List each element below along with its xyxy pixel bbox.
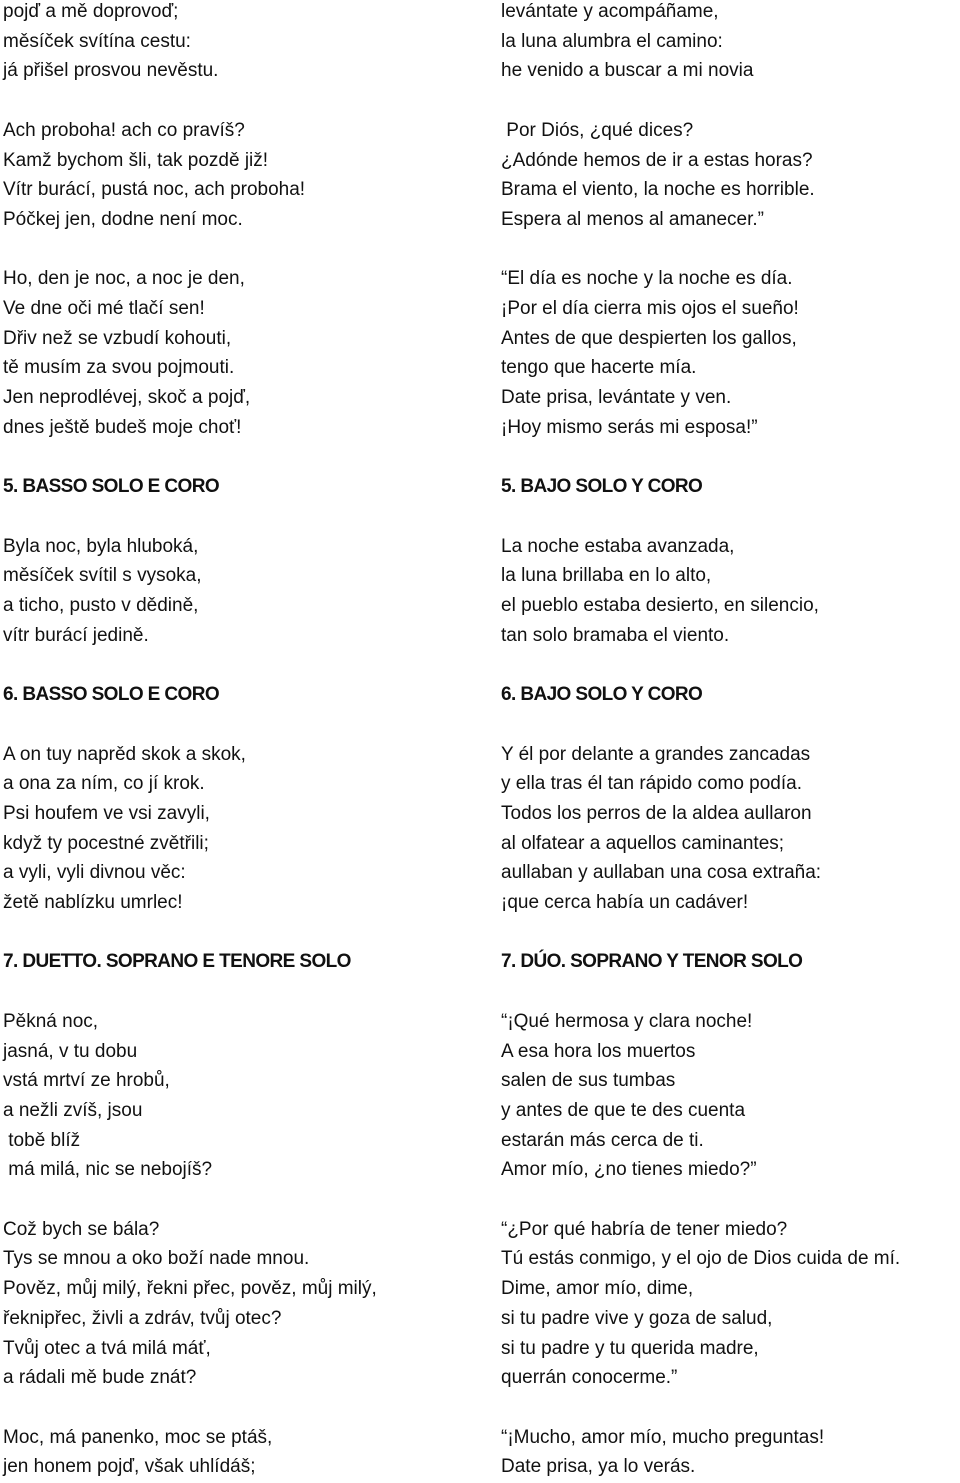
czech-line: Vítr burácí, pustá noc, ach proboha!: [3, 179, 306, 201]
spanish-line: “El día es noche y la noche es día.: [501, 268, 793, 290]
spanish-line: aullaban y aullaban una cosa extraña:: [501, 862, 822, 884]
spanish-line: tan solo bramaba el viento.: [501, 624, 730, 646]
czech-line: a nežli zvíš, jsou: [3, 1099, 143, 1121]
czech-line: A on tuy naprěd skok a skok,: [3, 743, 246, 765]
czech-line: Což bych se bála?: [3, 1218, 160, 1240]
spanish-line: Tú estás conmigo, y el ojo de Dios cuida de mí.: [501, 1248, 901, 1270]
spanish-line: ¡Hoy mismo serás mi esposa!”: [501, 416, 758, 438]
czech-line: Póčkej jen, dodne není moc.: [3, 208, 243, 230]
spanish-line: tengo que hacerte mía.: [501, 357, 697, 379]
czech-line: Moc, má panenko, moc se ptáš,: [3, 1426, 273, 1448]
czech-line: jen honem pojď, však uhlídáš;: [3, 1456, 256, 1478]
section-heading-7-es: 7. DÚO. SOPRANO Y TENOR SOLO: [501, 951, 803, 973]
spanish-line: Espera al menos al amanecer.”: [501, 208, 764, 230]
czech-line: Kamž bychom šli, tak pozdě již!: [3, 149, 269, 171]
czech-line: měsíček svítína cestu:: [3, 30, 191, 52]
section-heading-5-es: 5. BAJO SOLO Y CORO: [501, 476, 703, 498]
spanish-line: si tu padre y tu querida madre,: [501, 1337, 759, 1359]
spanish-line: la luna brillaba en lo alto,: [501, 565, 712, 587]
section-heading-5-cz: 5. BASSO SOLO E CORO: [3, 476, 220, 498]
spanish-line: la luna alumbra el camino:: [501, 30, 723, 52]
spanish-line: ¿Adónde hemos de ir a estas horas?: [501, 149, 813, 171]
spanish-line: he venido a buscar a mi novia: [501, 60, 754, 82]
czech-line: Tvůj otec a tvá milá máť,: [3, 1337, 211, 1359]
spanish-line: Dime, amor mío, dime,: [501, 1278, 694, 1300]
czech-line: má milá, nic se nebojíš?: [3, 1159, 213, 1181]
spanish-line: “¡Mucho, amor mío, mucho preguntas!: [501, 1426, 825, 1448]
spanish-line: La noche estaba avanzada,: [501, 535, 735, 557]
spanish-line: Todos los perros de la aldea aullaron: [501, 802, 812, 824]
czech-line: a rádali mě bude znát?: [3, 1367, 197, 1389]
spanish-line: si tu padre vive y goza de salud,: [501, 1307, 773, 1329]
czech-line: Ach proboha! ach co pravíš?: [3, 119, 245, 141]
section-heading-6-es: 6. BAJO SOLO Y CORO: [501, 684, 703, 706]
spanish-line: querrán conocerme.”: [501, 1367, 678, 1389]
spanish-line: Antes de que despierten los gallos,: [501, 327, 797, 349]
spanish-line: Amor mío, ¿no tienes miedo?”: [501, 1159, 757, 1181]
czech-line: já přišel prosvou nevěstu.: [3, 60, 219, 82]
spanish-line: Brama el viento, la noche es horrible.: [501, 179, 815, 201]
czech-line: Dřiv než se vzbudí kohouti,: [3, 327, 232, 349]
spanish-line: al olfatear a aquellos caminantes;: [501, 832, 785, 854]
czech-line: řeknipřec, živli a zdráv, tvůj otec?: [3, 1307, 282, 1329]
czech-line: Jen neprodlévej, skoč a pojď,: [3, 387, 251, 409]
spanish-line: Date prisa, ya lo verás.: [501, 1456, 696, 1478]
czech-line: vítr burácí jedině.: [3, 624, 149, 646]
spanish-line: salen de sus tumbas: [501, 1070, 676, 1092]
czech-line: dnes ještě budeš moje choť!: [3, 416, 242, 438]
czech-line: Psi houfem ve vsi zavyli,: [3, 802, 210, 824]
spanish-line: y antes de que te des cuenta: [501, 1099, 746, 1121]
czech-line: Ve dne oči mé tlačí sen!: [3, 298, 205, 319]
czech-line: Pověz, můj milý, řekni přec, pověz, můj milý,: [3, 1278, 377, 1300]
spanish-line: y ella tras él tan rápido como podía.: [501, 773, 803, 795]
czech-line: a vyli, vyli divnou věc:: [3, 862, 186, 884]
spanish-line: ¡Por el día cierra mis ojos el sueño!: [501, 298, 799, 319]
spanish-line: Y él por delante a grandes zancadas: [501, 743, 811, 765]
section-heading-7-cz: 7. DUETTO. SOPRANO E TENORE SOLO: [3, 951, 351, 973]
czech-line: tě musím za svou pojmouti.: [3, 357, 235, 379]
czech-line: jasná, v tu dobu: [3, 1040, 138, 1062]
spanish-line: estarán más cerca de ti.: [501, 1129, 704, 1151]
czech-line: pojď a mě doprovoď;: [3, 1, 179, 22]
spanish-line: A esa hora los muertos: [501, 1040, 696, 1062]
spanish-line: ¡que cerca había un cadáver!: [501, 892, 749, 913]
czech-line: vstá mrtví ze hrobů,: [3, 1070, 170, 1092]
spanish-line: levántate y acompáñame,: [501, 1, 719, 22]
spanish-line: el pueblo estaba desierto, en silencio,: [501, 595, 819, 616]
czech-line: když ty pocestné zvětřili;: [3, 832, 209, 854]
czech-line: Byla noc, byla hluboká,: [3, 535, 199, 557]
spanish-line: Date prisa, levántate y ven.: [501, 387, 732, 409]
spanish-line: “¡Qué hermosa y clara noche!: [501, 1010, 753, 1032]
czech-line: a ona za ním, co jí krok.: [3, 773, 205, 795]
spanish-line: Por Diós, ¿qué dices?: [501, 119, 694, 141]
czech-line: a ticho, pusto v dědině,: [3, 595, 199, 616]
czech-line: Pěkná noc,: [3, 1010, 99, 1032]
spanish-line: “¿Por qué habría de tener miedo?: [501, 1218, 788, 1240]
section-heading-6-cz: 6. BASSO SOLO E CORO: [3, 684, 220, 706]
czech-line: měsíček svítil s vysoka,: [3, 565, 202, 587]
czech-line: žetě nablízku umrlec!: [3, 892, 183, 913]
czech-line: tobě blíž: [3, 1129, 81, 1151]
czech-line: Tys se mnou a oko boží nade mnou.: [3, 1248, 310, 1270]
czech-line: Ho, den je noc, a noc je den,: [3, 268, 245, 290]
